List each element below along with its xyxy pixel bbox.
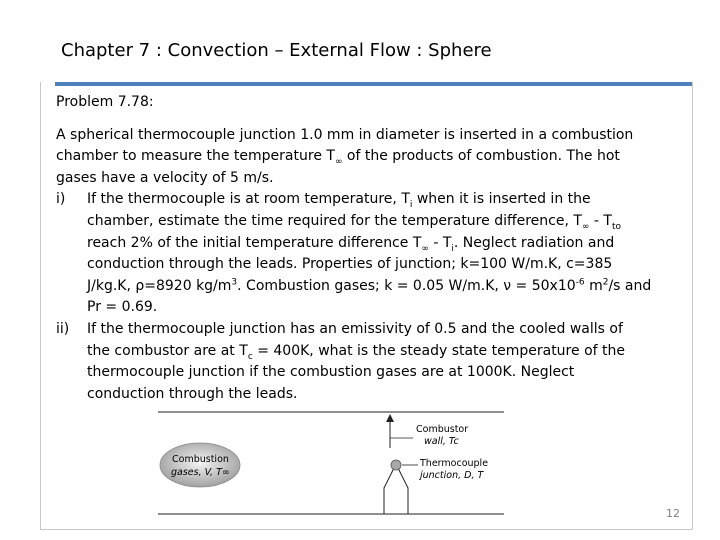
item-ii [56,319,668,405]
combustion-label-2: gases, V, T∞ [171,467,230,478]
item-i-line-1: If the thermocouple is at room temperature, $T_i$ when it is inserted in the [87,191,591,211]
problem-label: Problem 7.78: [56,94,154,110]
item-ii-line-3: thermocouple junction if the combustion gases are at 1000K. Neglect [87,364,575,381]
title-rule [55,82,693,86]
item-i-line-4: conduction through the leads. Properties of junction; k=100 W/m.K, c=385 [87,256,613,273]
page-number: 12 [666,507,680,520]
item-i-line-3: reach 2% of the initial temperature difference $T_\infty - T_i$. Neglect radiation and [87,234,615,254]
frame-bottom-border [40,529,692,530]
intro-line-2: chamber to measure the temperature $T_\infty$ of the products of combustion. The hot [56,148,620,167]
item-ii-line-2: the combustor are at $T_c = 400K$, what is the steady state temperature of the [87,342,625,362]
item-i-line-2: chamber, estimate the time required for the temperature difference, $T_\infty - T_{to}$ [87,212,621,232]
item-i-label: i) [56,191,66,208]
thermocouple-diagram [158,410,504,528]
frame-right-border [692,82,693,530]
item-i-line-5: J/kg.K, ρ=8920 $kg/m^3$. Combustion gases; k = 0.05 W/m.K, $\nu = 50x10^{-6}$ $m^2/s$ and [87,277,652,294]
slide-title: Chapter 7 : Convection – External Flow : Sphere [61,40,492,61]
item-ii-line-4: conduction through the leads. [87,385,298,402]
thermocouple-junction-sphere [391,460,401,470]
combustion-label-1: Combustion [172,454,229,465]
item-i-line-6: Pr = 0.69. [87,299,158,316]
problem-body [56,92,668,405]
frame-left-border [40,82,41,530]
item-ii-label: ii) [56,320,70,337]
item-ii-line-1: If the thermocouple junction has an emissivity of 0.5 and the cooled walls of [87,320,623,337]
wall-label-2: wall, Tc [424,436,459,447]
wall-label-1: Combustor [416,424,469,435]
junction-label-2: junction, D, T [420,470,484,481]
intro-line-3: gases have a velocity of 5 m/s. [56,169,274,186]
junction-label-1: Thermocouple [420,458,489,469]
intro-line-1: A spherical thermocouple junction 1.0 mm in diameter is inserted in a combustion [56,126,634,143]
combustion-gas-cloud [160,443,240,487]
item-i [56,189,668,319]
